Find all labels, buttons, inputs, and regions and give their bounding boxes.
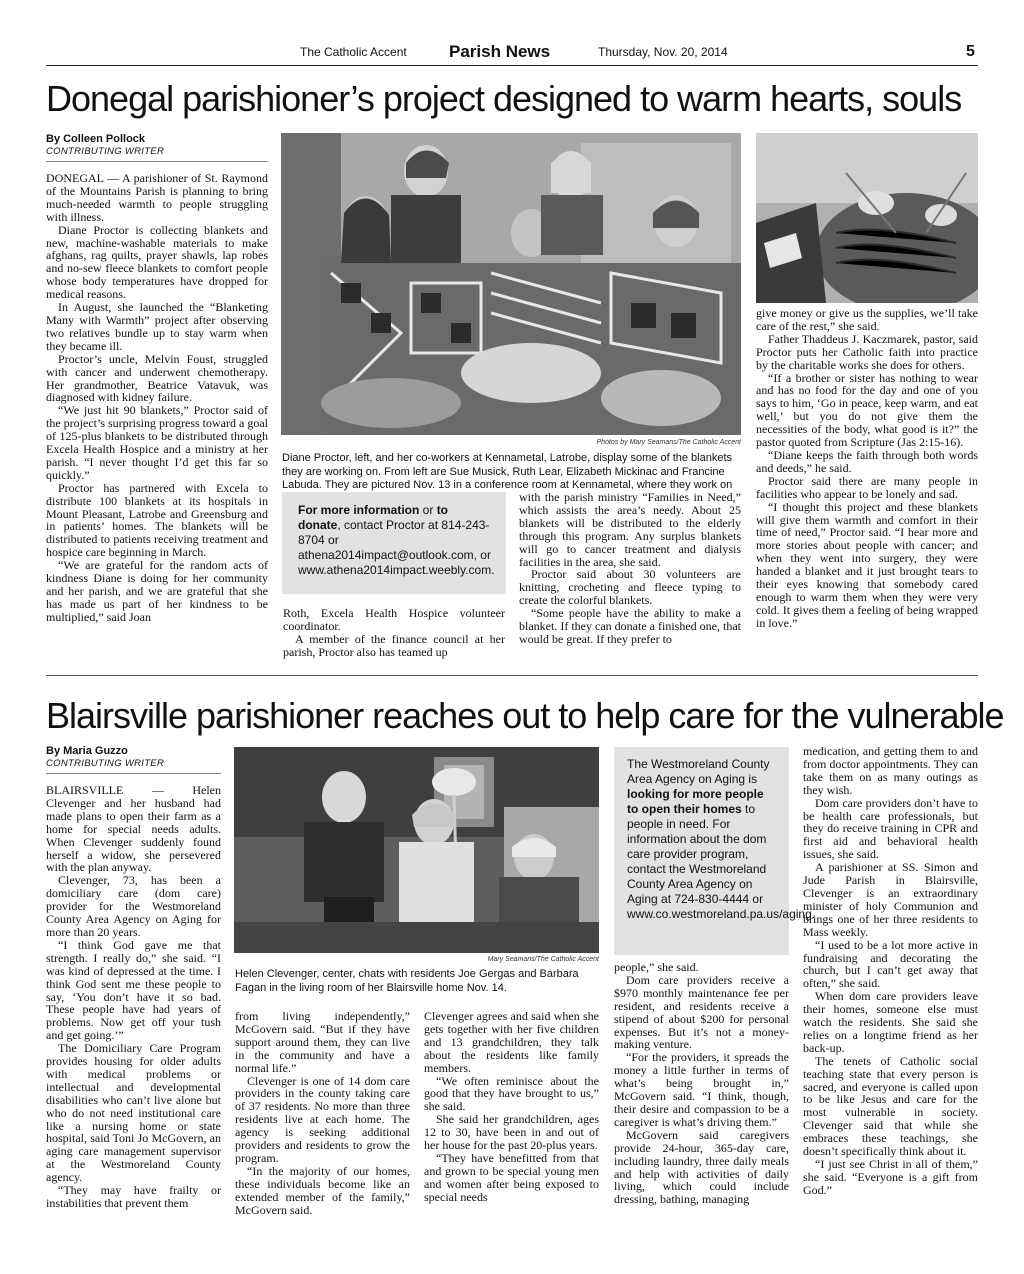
article-paragraph: Proctor has partnered with Excela to distribute 100 blankets at its hospitals in Mount Pleasant, Latrobe and Greensburg and in patients’ homes. The blankets will be distributed to patients receiving treatment and hospice care beginning in March. [46,480,268,560]
info-box-contact: to people in need. For information about the dom care provider program, contact the Westmoreland County Area Agency on Aging at 724-830-4444 or www.co.westmoreland.pa.us/aging. [627,802,816,921]
article-paragraph: The tenets of Catholic social teaching state that every person is sacred, and everyone is called upon to be like Jesus and care for the most vulnerable in society. Clevenger said that while she embraces these teachings, she doesn’t specifically think about it. [803,1053,978,1159]
article-paragraph: with the parish ministry “Families in Need,” which assists the area’s needy. About 25 blankets will be distributed to the elderly through this program. Any surplus blankets will go to cancer treatment and dialysis facilities in the area, she said. [519,490,741,569]
article-paragraph: Roth, Excela Health Hospice volunteer coordinator. [283,606,505,633]
story2-photo-caption: Helen Clevenger, center, chats with residents Joe Gergas and Barbara Fagan in the living room of her Blairsville home Nov. 14. [235,968,579,994]
knitting-hands-photo [756,133,978,303]
story2-column-4 [614,961,789,1206]
article-paragraph: “I thought this project and these blankets will give them warmth and comfort in their time of need,” Proctor said. “I hear more and more stories about people with cancer; and when they went into surgery, they were handed a blanket and it just brought tears to their eyes knowing that somebody cared enough to warm them when they were very cold. It gives them a feeling of being wrapped in love.” [756,499,978,630]
info-box-lead-2: to donate [298,503,449,532]
article-paragraph: Father Thaddeus J. Kaczmarek, pastor, said Proctor puts her Catholic faith into practice by the charitable works she does for others. [756,331,978,372]
article-paragraph: A member of the finance council at her parish, Proctor also has teamed up [283,631,505,659]
article-paragraph: “We often reminisce about the good that they have brought to us,” she said. [424,1073,599,1114]
info-box-lead-1: For more information [298,503,420,517]
story2-byline-rule [46,773,221,774]
article-paragraph: DONEGAL — A parishioner of St. Raymond of the Mountains Parish is planning to bring much-needed warmth to people struggling with illness. [46,171,268,224]
story1-info-box [282,492,506,594]
story2-byline-role: CONTRIBUTING WRITER [46,758,165,769]
story-divider-rule [46,675,978,676]
story2-headline: Blairsville parishioner reaches out to help care for the vulnerable [46,695,1004,736]
article-paragraph: from living independently,” McGovern said. “But if they have support around them, they can live in the community and have a normal life.” [235,1009,410,1075]
story1-column-4 [756,307,978,630]
article-paragraph: Clevenger agrees and said when she gets together with her five children and 13 grandchildren, they talk about the residents like family members. [424,1009,599,1075]
article-paragraph: BLAIRSVILLE — Helen Clevenger and her husband had made plans to open their farm as a home for special needs adults. When Clevenger suddenly found herself a widow, she persevered with the plan anyway. [46,783,221,875]
article-paragraph: In August, she launched the “Blanketing Many with Warmth” project after observing two relatives bundle up to stay warm when they became ill. [46,300,268,353]
story2-photo-credit: Mary Seamans/The Catholic Accent [487,956,599,963]
article-paragraph: “Diane keeps the faith through both words and deeds,” he said. [756,447,978,475]
story2-info-box [614,747,816,955]
article-paragraph: Proctor said about 30 volunteers are knitting, crocheting and fleece typing to create the colorful blankets. [519,567,741,608]
info-box-intro: The Westmoreland County Area Agency on Aging is [627,757,770,786]
issue-date: Thursday, Nov. 20, 2014 [598,45,728,59]
story1-byline-rule [46,161,268,162]
article-paragraph: Clevenger is one of 14 dom care providers in the county taking care of 37 residents. No more than three residents live at each home. The agency is seeking additional providers and residents to grow the program. [235,1073,410,1165]
story2-column-5 [803,745,978,1197]
story1-knitting-photo [756,133,978,303]
article-paragraph: “In the majority of our homes, these individuals become like an extended member of the family,” McGovern said. [235,1163,410,1217]
story1-main-photo [281,133,741,435]
story1-photo-caption: Diane Proctor, left, and her co-workers at Kennametal, Latrobe, display some of the blankets they are working on. From left are Sue Musick, Ruth Lear, Elizabeth Mickinac and Francine Labuda. They are pictured Nov. 13 in a conference room at Kennametal, where they work on [282,452,733,491]
article-paragraph: McGovern said caregivers provide 24-hour, 365-day care, including laundry, three daily meals and help with activities of daily living, which could include dressing, bathing, managing [614,1127,789,1207]
story2-main-photo [234,747,599,953]
article-paragraph: people,” she said. [614,960,699,974]
article-paragraph: “I used to be a lot more active in fundraising and decorating the church, but I can’t get away that often,” she said. [803,937,978,991]
article-paragraph: “I just see Christ in all of them,” she said. “Everyone is a gift from God.” [803,1157,978,1197]
article-paragraph: A parishioner at SS. Simon and Jude Parish in Blairsville, Clevenger is an extraordinary minister of holy Communion and brings one of her three residents to Mass weekly. [803,860,978,939]
article-paragraph: Dom care providers don’t have to be health care professionals, but they do receive training in CPR and first aid and behavioral health issues, she said. [803,795,978,862]
article-paragraph: “I think God gave me that strength. I really do,” she said. “I was kind of depressed at the time. I think God sent me these people to say, ‘You don’t have it so bad. These people have had years of problems. Now get off your tush and get going.’” [46,937,221,1043]
story1-byline-role: CONTRIBUTING WRITER [46,146,165,157]
info-box-contact: , contact Proctor at 814-243-8704 or athena2014impact@outlook.com, or www.athena2014impact.weebly.com. [298,518,495,577]
article-paragraph: “We just hit 90 blankets,” Proctor said of the project’s surprising progress toward a goal of 125-plus blankets to be distributed through Excela Health Hospice and a ministry at her parish. “I never thought I’d get this far so quickly.” [46,403,268,482]
article-paragraph: The Domiciliary Care Program provides housing for older adults with medical problems or intellectual and developmental disabilities who can’t live alone but who do not need institutional care like a nursing home or state hospital, said Toni Jo McGovern, an aging care management supervisor at the Westmoreland County agency. [46,1041,221,1185]
story2-column-3 [424,1010,599,1204]
header-rule [46,65,978,66]
story1-column-2 [283,607,505,659]
story1-byline-name: By Colleen Pollock [46,133,146,145]
story2-byline-name: By Maria Guzzo [46,745,128,757]
article-paragraph: “We are grateful for the random acts of kindness Diane is doing for her community and her parish, and we are grateful that she has made us part of her kindness to be multiplied,” said Joan [46,558,268,624]
article-paragraph: “They may have frailty or instabilities that prevent them [46,1183,221,1210]
article-paragraph: Clevenger, 73, has been a domiciliary care (dom care) provider for the Westmoreland County Area Agency on Aging for more than 20 years. [46,873,221,939]
article-paragraph: Proctor’s uncle, Melvin Foust, struggled with cancer and underwent chemotherapy. Her grandmother, Beatrice Vatavuk, was diagnosed with kidney failure. [46,351,268,405]
article-paragraph: medication, and getting them to and from doctor appointments. They can take them on as many outings as they wish. [803,744,978,797]
article-paragraph: Dom care providers receive a $970 monthly maintenance fee per resident, and residents receive a stipend of about $200 for personal expenses. But it’s not a money-making venture. [614,972,789,1052]
article-paragraph: She said her grandchildren, ages 12 to 30, have been in and out of her house for the past 20-plus years. [424,1112,599,1153]
page-number: 5 [966,43,975,60]
info-box-highlight: looking for more people to open their homes [627,787,764,816]
living-room-photo [234,747,599,953]
article-paragraph: “Some people have the ability to make a blanket. If they can donate a finished one, that would be great. If they prefer to [519,606,741,646]
story1-column-3 [519,491,741,646]
story2-column-1 [46,784,221,1210]
story1-column-1 [46,172,268,624]
story1-headline: Donegal parishioner’s project designed to warm hearts, souls [46,78,962,119]
story2-column-2 [235,1010,410,1217]
group-with-blankets-photo [281,133,741,435]
article-paragraph: “If a brother or sister has nothing to wear and has no food for the day and one of you says to him, ‘Go in peace, keep warm, and eat well,’ but you do not give them the necessities of the body, what good is it?” the pastor quoted from Scripture (Jas 2:15-16). [756,370,978,450]
article-paragraph: Diane Proctor is collecting blankets and new, machine-washable materials to make afghans, rag quilts, prayer shawls, lap robes and no-sew fleece blankets to comfort people whose body temperatures have dropped for medical reasons. [46,222,268,302]
article-paragraph: “They have benefitted from that and grown to be special young men and women after being exposed to special needs [424,1150,599,1204]
article-paragraph: Proctor said there are many people in facilities who appear to be lonely and sad. [756,473,978,501]
info-box-lead-mid: or [419,503,437,517]
section-name: Parish News [449,42,551,61]
article-paragraph: “For the providers, it spreads the money a little further in terms of what’s being brought in,” McGovern said. “I think, though, their desire and compassion to be a caregiver is what’s driving them.” [614,1050,789,1129]
article-paragraph: When dom care providers leave their homes, someone else must watch the residents. She said she relies on a longtime friend as her back-up. [803,989,978,1055]
story1-photo-credit: Photos by Mary Seamans/The Catholic Accent [596,439,741,446]
article-paragraph: give money or give us the supplies, we’ll take care of the rest,” she said. [756,306,978,333]
publication-name: The Catholic Accent [300,45,407,59]
